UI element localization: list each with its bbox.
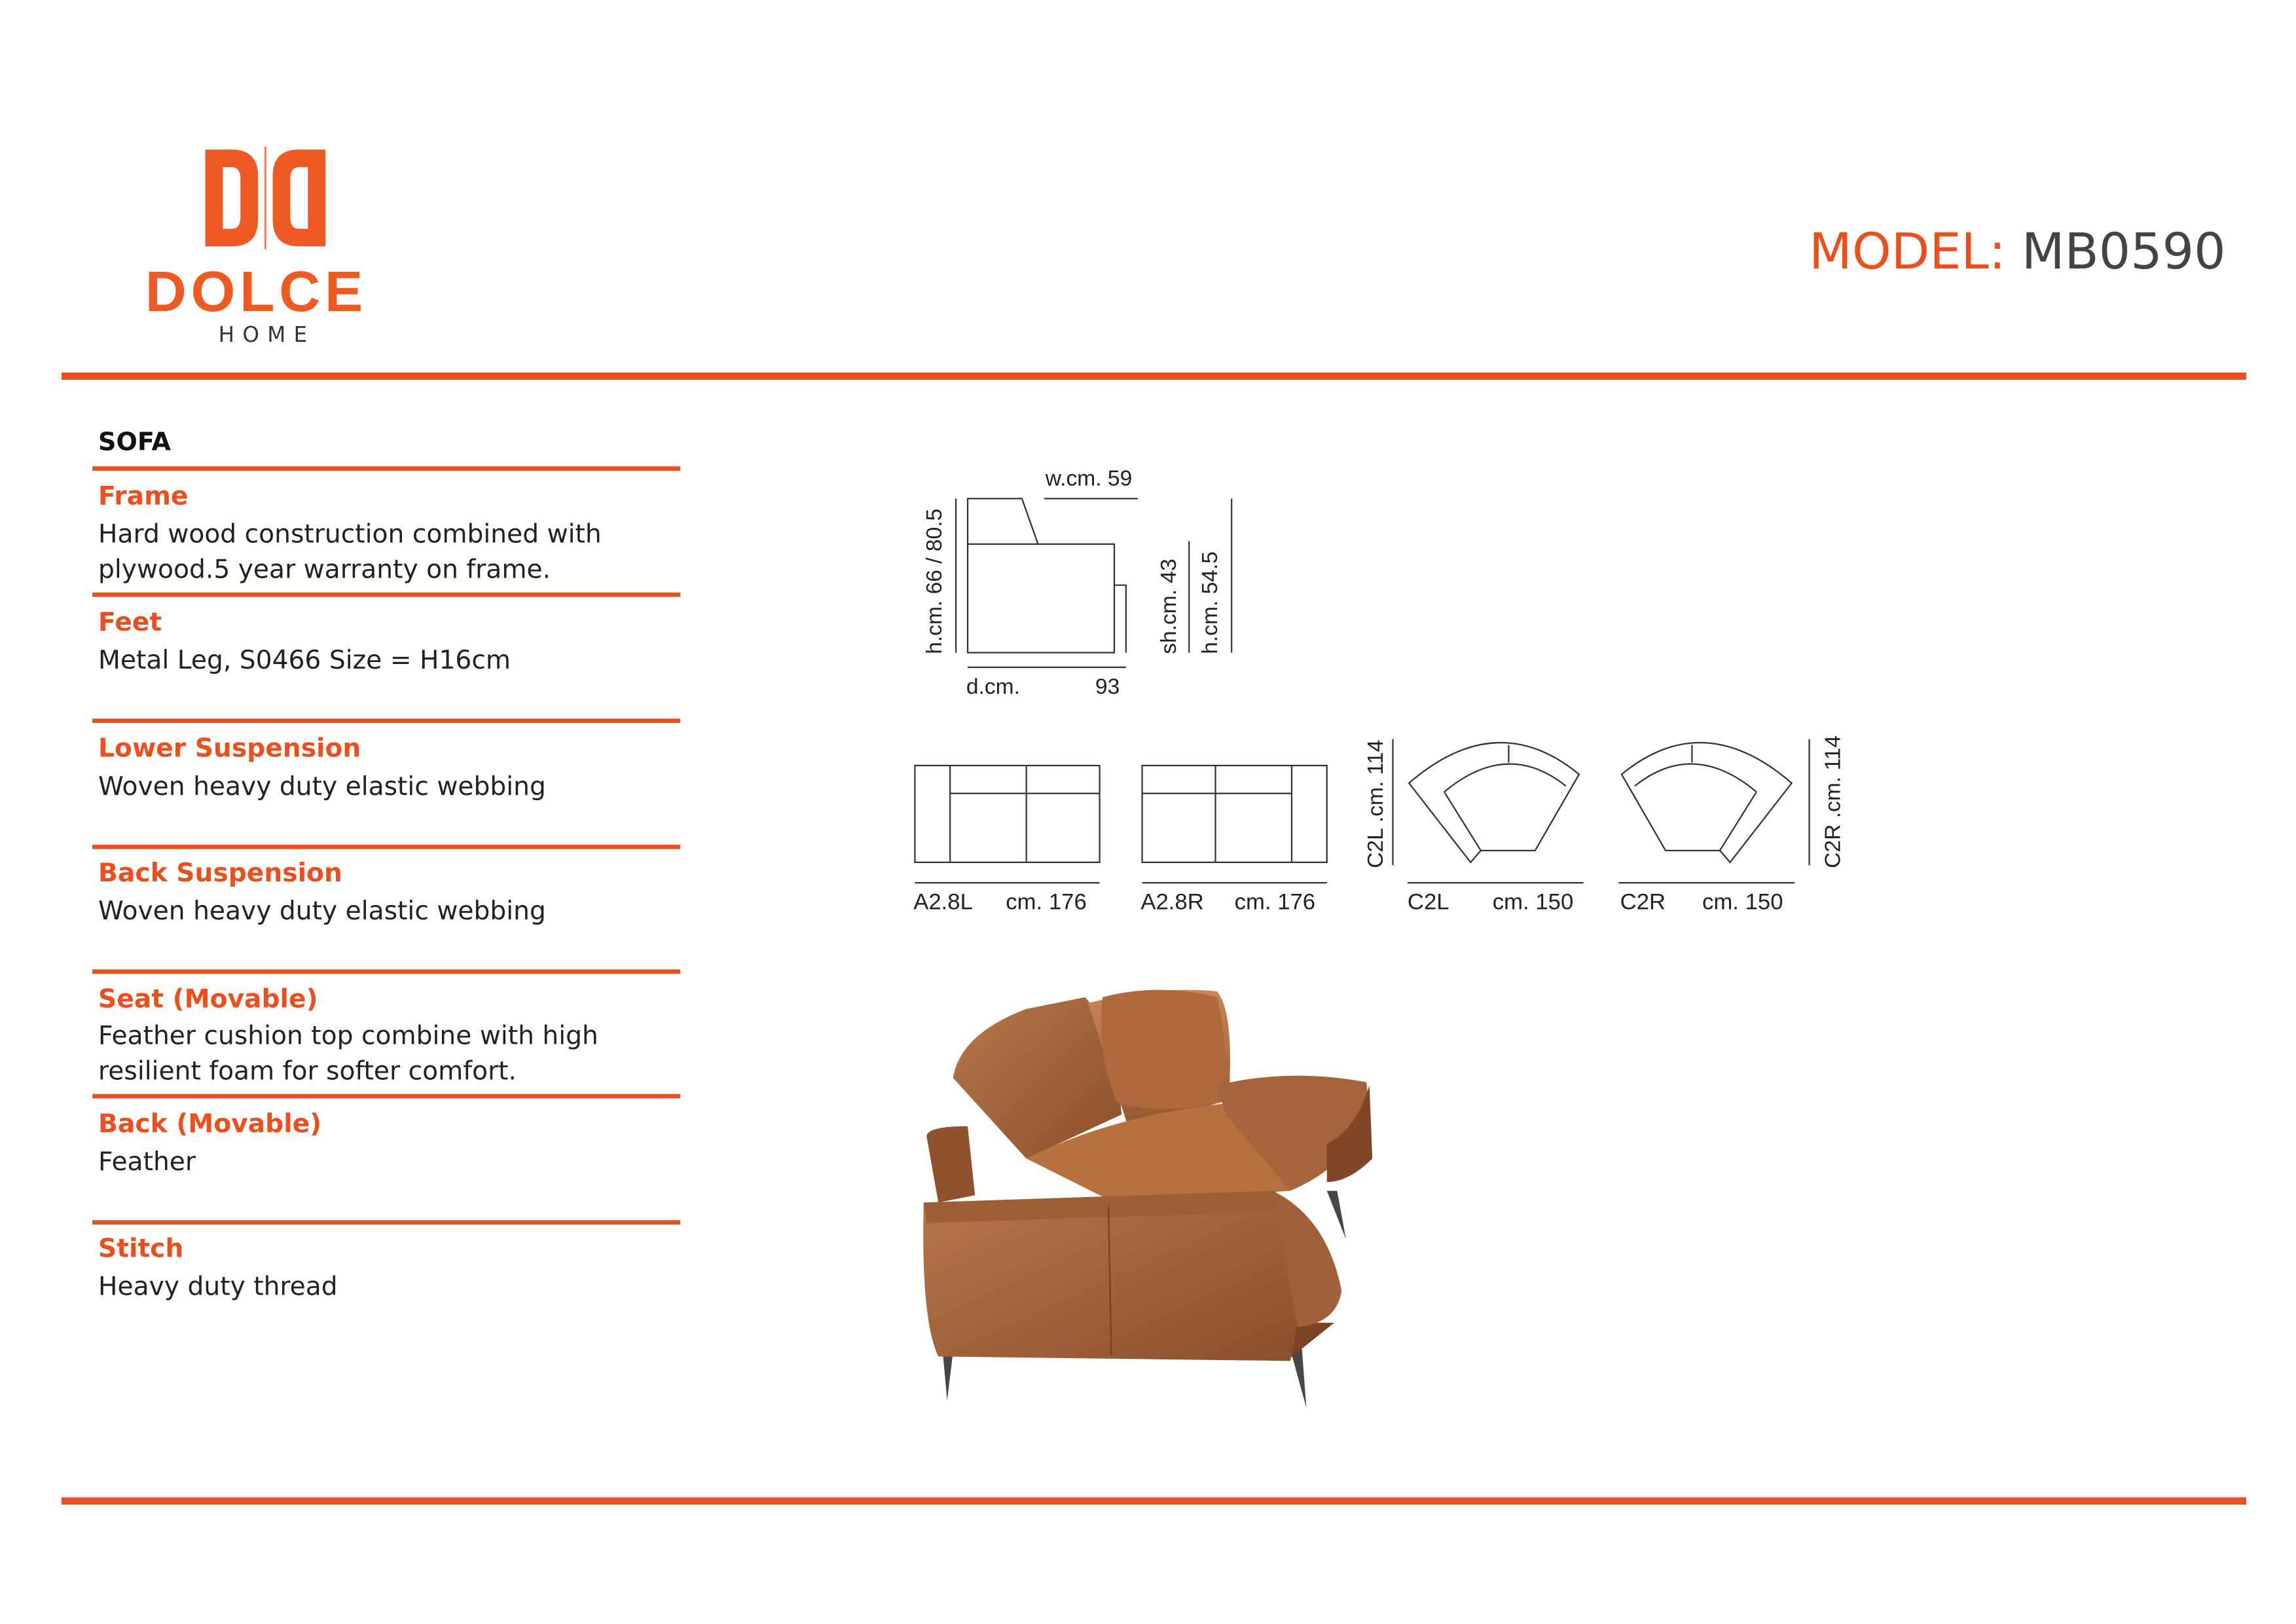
brand-subtitle: HOME bbox=[218, 323, 316, 348]
module-a28r-drawing bbox=[1142, 766, 1327, 883]
depth-value: 93 bbox=[1095, 674, 1120, 699]
side-profile-drawing bbox=[956, 498, 1231, 667]
spec-body-frame: Hard wood construction combined with plywood.5 year warranty on frame. bbox=[98, 521, 602, 585]
module-code-c2l: C2L bbox=[1407, 889, 1449, 915]
model-code: MB0590 bbox=[2021, 223, 2226, 282]
module-a28l-drawing bbox=[915, 766, 1099, 883]
spec-body-back-suspension: Woven heavy duty elastic webbing bbox=[98, 897, 546, 927]
depth-label: d.cm. bbox=[966, 674, 1020, 699]
c2r-depth-label: C2R .cm. 114 bbox=[1821, 735, 1846, 868]
module-code-a28r: A2.8R bbox=[1140, 889, 1204, 915]
module-size-c2l: cm. 150 bbox=[1492, 889, 1574, 915]
module-c2l-drawing bbox=[1393, 739, 1584, 883]
model-label: MODEL: bbox=[1809, 223, 2006, 282]
spec-title-lower-suspension: Lower Suspension bbox=[98, 734, 361, 764]
brand-wordmark: DOLCE bbox=[145, 261, 367, 324]
spec-title-frame: Frame bbox=[98, 482, 189, 512]
module-size-a28l: cm. 176 bbox=[1006, 889, 1087, 915]
module-code-a28l: A2.8L bbox=[913, 889, 973, 915]
width-label: w.cm. 59 bbox=[1045, 466, 1133, 491]
seat-height-label: sh.cm. 43 bbox=[1157, 559, 1182, 654]
height-label: h.cm. 66 / 80.5 bbox=[922, 508, 947, 654]
spec-title-stitch: Stitch bbox=[98, 1234, 184, 1264]
module-size-a28r: cm. 176 bbox=[1234, 889, 1316, 915]
spec-title-back: Back (Movable) bbox=[98, 1110, 322, 1140]
c2l-depth-label: C2L .cm. 114 bbox=[1363, 739, 1388, 868]
spec-body-stitch: Heavy duty thread bbox=[98, 1272, 338, 1302]
spec-title-back-suspension: Back Suspension bbox=[98, 859, 342, 889]
module-size-c2r: cm. 150 bbox=[1702, 889, 1783, 915]
section-heading: SOFA bbox=[98, 428, 171, 458]
spec-body-back: Feather bbox=[98, 1148, 196, 1178]
spec-body-seat: Feather cushion top combine with high resilient foam for softer comfort. bbox=[98, 1022, 598, 1087]
module-code-c2r: C2R bbox=[1620, 889, 1666, 915]
arm-height-label: h.cm. 54.5 bbox=[1197, 551, 1222, 654]
spec-body-lower-suspension: Woven heavy duty elastic webbing bbox=[98, 773, 546, 803]
spec-body-feet: Metal Leg, S0466 Size = H16cm bbox=[98, 646, 511, 676]
module-c2r-drawing bbox=[1618, 739, 1809, 883]
spec-title-seat: Seat (Movable) bbox=[98, 985, 318, 1015]
spec-title-feet: Feet bbox=[98, 608, 162, 638]
sofa-photo bbox=[909, 980, 1393, 1420]
